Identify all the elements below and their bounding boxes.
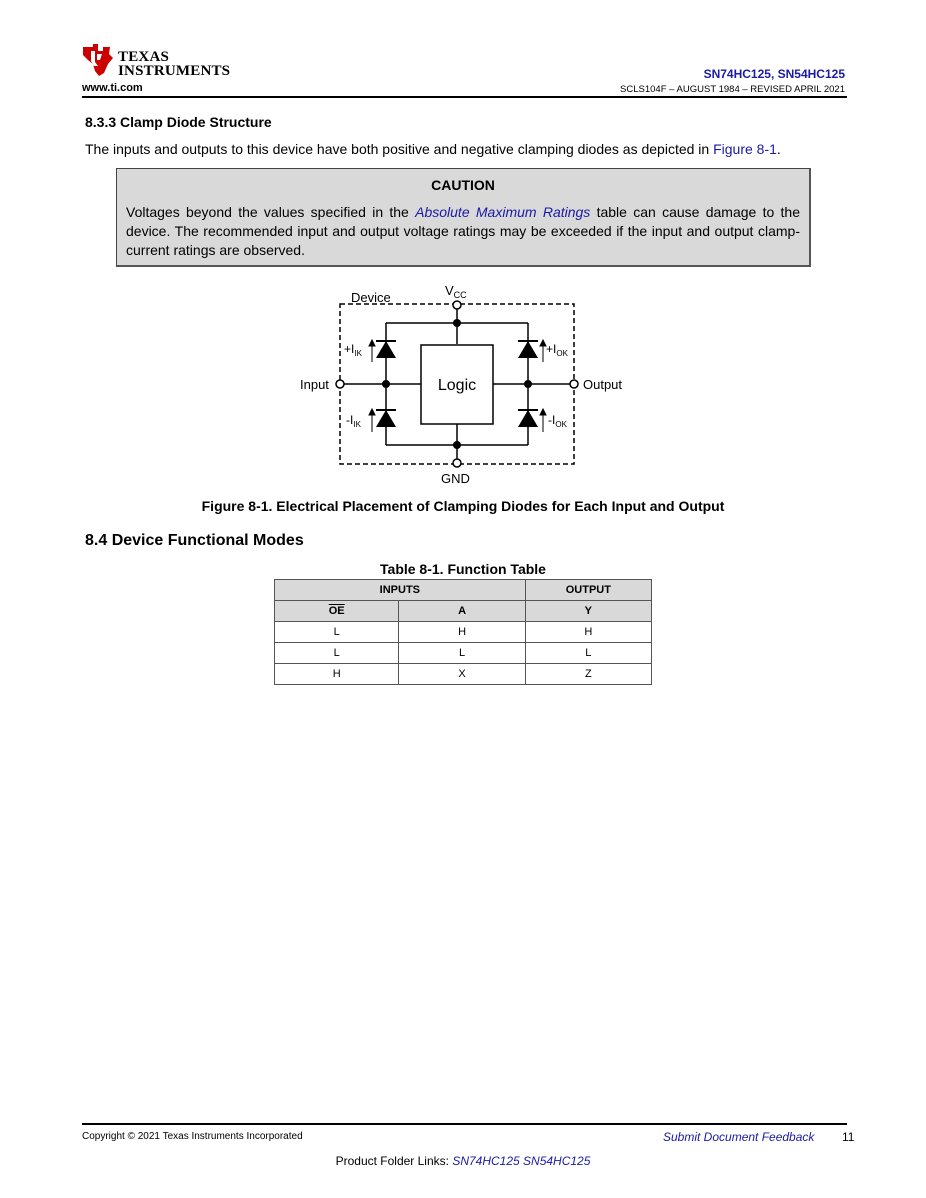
logic-label: Logic (437, 377, 477, 394)
function-table (274, 579, 652, 685)
a-column-header: A (399, 601, 525, 622)
input-terminal (336, 380, 344, 388)
table-row (275, 664, 652, 685)
diode-plus-iik (376, 341, 396, 358)
vcc-terminal (453, 301, 461, 309)
folder-label: Product Folder Links: (335, 1154, 453, 1168)
absolute-maximum-ratings-link[interactable]: Absolute Maximum Ratings (415, 204, 591, 220)
paragraph-text: The inputs and outputs to this device have both positive and negative clamping diodes as depicted in (85, 141, 714, 157)
oe-cell: L (275, 643, 399, 664)
diode-plus-iok (518, 341, 538, 358)
plus-iok-label (546, 342, 569, 358)
y-column-header: Y (525, 601, 651, 622)
oe-cell: L (275, 622, 399, 643)
minus-iok-subscript: OK (555, 420, 567, 429)
minus-iik-label (346, 413, 362, 429)
input-label: Input (300, 377, 329, 392)
oe-header-text: $\overline{OE}$ (328, 605, 345, 617)
caution-text-start: Voltages beyond the values specified in the (126, 204, 416, 220)
product-folder-links (0, 1154, 926, 1168)
output-group-header: OUTPUT (525, 580, 651, 601)
output-label: Output (583, 377, 623, 392)
gnd-label: GND (441, 471, 470, 486)
diode-minus-iok (518, 410, 538, 427)
header-rule (82, 96, 847, 98)
folder-links[interactable]: SN74HC125 SN54HC125 (452, 1154, 591, 1168)
diode-minus-iik (376, 410, 396, 427)
output-terminal (570, 380, 578, 388)
table-row (275, 643, 652, 664)
caution-text-end: table can cause damage to the device. The recommended input and output voltage ratings may be exceeded if the input and output clamp-current ratings are observed. (126, 204, 800, 258)
plus-iik-text: +I (344, 342, 355, 356)
a-cell: L (399, 643, 525, 664)
plus-iok-text: +I (546, 342, 557, 356)
minus-iok-text: -I (548, 413, 556, 427)
paragraph-end: . (776, 141, 781, 157)
oe-cell: H (275, 664, 399, 685)
vcc-label (445, 283, 467, 300)
section-833-paragraph (85, 141, 781, 157)
gnd-terminal (453, 459, 461, 467)
a-cell: X (399, 664, 525, 685)
table-row (275, 622, 652, 643)
submit-feedback-link[interactable]: Submit Document Feedback (663, 1130, 815, 1144)
clamp-diode-diagram (290, 280, 640, 490)
footer-rule (82, 1123, 847, 1125)
y-cell: L (525, 643, 651, 664)
oe-column-header (275, 601, 399, 622)
inputs-group-header: INPUTS (275, 580, 526, 601)
y-cell: Z (525, 664, 651, 685)
section-heading-833: 8.3.3 Clamp Diode Structure (85, 114, 272, 130)
copyright: Copyright © 2021 Texas Instruments Incorporated (82, 1131, 303, 1142)
plus-iok-subscript: OK (556, 349, 568, 358)
caution-title: CAUTION (431, 177, 495, 193)
minus-iik-text: -I (346, 413, 354, 427)
plus-iik-label (344, 342, 363, 358)
logo-texas: TEXAS (118, 49, 170, 65)
minus-iok-label (548, 413, 568, 429)
y-cell: H (525, 622, 651, 643)
website-link[interactable]: www.ti.com (82, 82, 143, 94)
minus-iik-subscript: IK (353, 420, 361, 429)
doc-info: SCLS104F – AUGUST 1984 – REVISED APRIL 2021 (620, 84, 845, 95)
a-cell: H (399, 622, 525, 643)
ti-logo-icon (80, 42, 116, 78)
page-number: 11 (842, 1130, 855, 1144)
plus-iik-subscript: IK (354, 349, 362, 358)
section-heading-84: 8.4 Device Functional Modes (85, 532, 304, 549)
logo-instruments: INSTRUMENTS (118, 63, 231, 79)
vcc-text: V (445, 283, 454, 298)
part-numbers[interactable]: SN74HC125, SN54HC125 (703, 67, 845, 81)
caution-text (126, 203, 800, 260)
device-label: Device (351, 290, 391, 305)
table-title: Table 8-1. Function Table (380, 561, 546, 577)
figure-8-1-link[interactable]: Figure 8-1 (713, 141, 777, 157)
vcc-subscript: CC (453, 290, 467, 300)
caution-box (116, 168, 811, 267)
figure-caption: Figure 8-1. Electrical Placement of Clamping Diodes for Each Input and Output (201, 498, 725, 514)
